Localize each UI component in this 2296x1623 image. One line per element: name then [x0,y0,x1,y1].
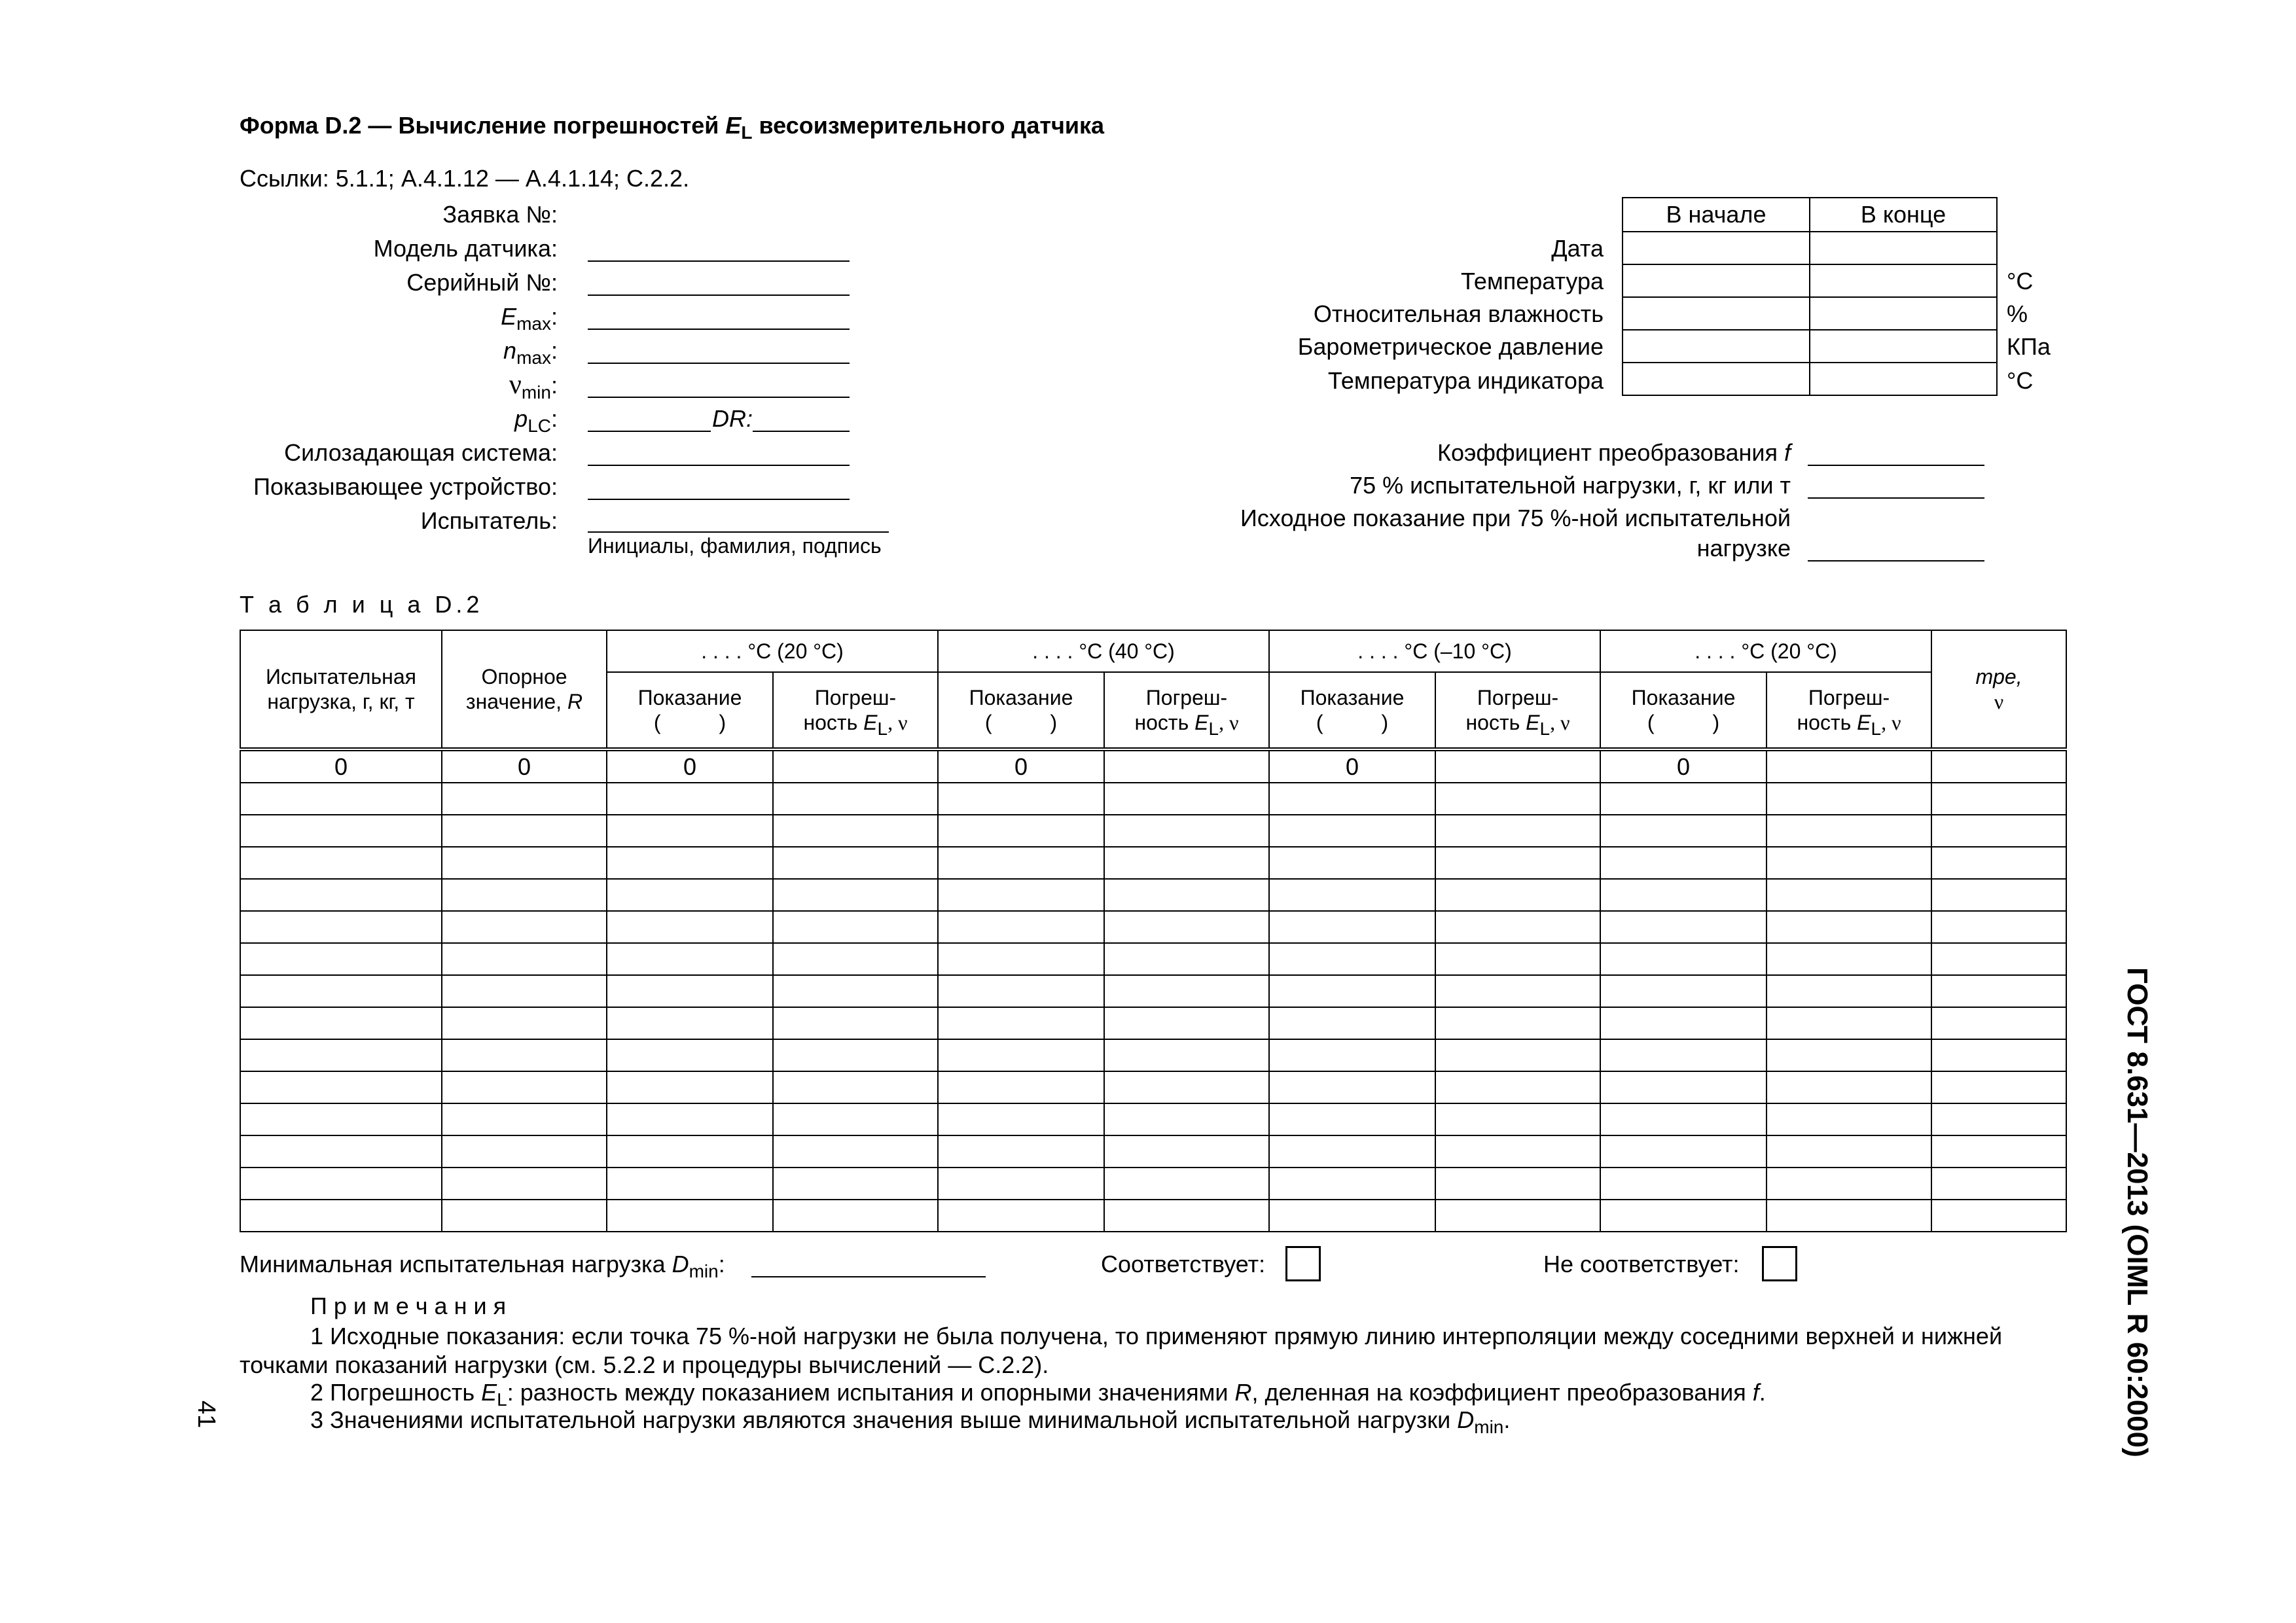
serial-field[interactable] [588,294,850,296]
table-cell[interactable] [442,1200,607,1232]
emax-field[interactable] [588,329,850,330]
header-mpe: mpe, ν [1931,630,2066,749]
table-cell[interactable] [1435,879,1600,911]
table-cell[interactable] [1435,749,1600,783]
table-cell[interactable]: 0 [442,749,607,783]
table-cell[interactable] [1931,815,2066,847]
table-cell[interactable]: 0 [1269,749,1435,783]
table-cell[interactable] [1104,749,1269,783]
table-cell[interactable] [1435,943,1600,975]
table-cell[interactable] [1269,975,1435,1007]
table-cell[interactable] [938,1039,1104,1071]
initial-reading-label-2: нагрузке [1696,535,1791,562]
dmin-label: Минимальная испытательная нагрузка $D_{min}$: [240,1251,725,1281]
sensor-model-label: Модель датчика: [373,235,558,262]
table-cell[interactable] [442,1007,607,1039]
table-row [240,815,2066,847]
plc-label: $p_{LC}$: [514,405,558,436]
cond-row-label: Барометрическое давление [1297,333,1604,360]
table-cell[interactable] [1600,975,1767,1007]
table-cell[interactable] [442,943,607,975]
col-end-header: В конце [1810,198,1997,232]
table-cell[interactable] [773,749,938,783]
note-1-line-2: точками показаний нагрузки (см. 5.2.2 и процедуры вычислений — С.2.2). [240,1351,1049,1378]
table-cell[interactable] [442,783,607,815]
table-cell[interactable] [1600,1007,1767,1039]
table-cell[interactable] [1931,847,2066,879]
table-cell[interactable] [1269,943,1435,975]
table-cell[interactable] [607,911,773,943]
table-cell[interactable] [1600,1168,1767,1200]
nmax-field[interactable] [588,363,850,364]
temp-end-cell[interactable] [1810,264,1997,297]
side-title: ГОСТ 8.631—2013 (OIML R 60:2000) [2121,967,2153,1457]
table-cell[interactable] [938,1007,1104,1039]
indicator-temp-end-cell[interactable] [1810,363,1997,395]
table-cell[interactable] [938,1071,1104,1103]
table-cell[interactable] [1931,1071,2066,1103]
table-cell[interactable] [1435,847,1600,879]
tester-caption: Инициалы, фамилия, подпись [588,534,882,558]
table-cell[interactable] [1931,975,2066,1007]
cond-row-unit: % [2007,300,2028,327]
date-start-cell[interactable] [1623,232,1810,264]
table-cell[interactable] [1931,1007,2066,1039]
cond-row-unit: КПа [2007,333,2051,360]
initial-reading-field[interactable] [1808,560,1984,562]
coefficient-field[interactable] [1808,465,1984,466]
table-cell[interactable] [938,879,1104,911]
table-cell[interactable] [1767,1168,1931,1200]
nmax-label: $n_{max}$: [503,337,558,368]
table-cell[interactable] [1600,1200,1767,1232]
table-cell[interactable] [1767,749,1931,783]
load75-label: 75 % испытательной нагрузки, г, кг или т [1350,472,1791,499]
table-cell[interactable] [773,879,938,911]
table-cell[interactable] [773,1135,938,1168]
table-cell[interactable] [1600,911,1767,943]
sensor-model-field[interactable] [588,260,850,262]
table-cell[interactable] [1931,749,2066,783]
fail-label: Не соответствует: [1543,1251,1740,1277]
table-cell[interactable] [442,1135,607,1168]
table-cell[interactable]: 0 [240,749,442,783]
application-label: Заявка №: [442,201,558,228]
table-cell[interactable] [1269,911,1435,943]
table-cell[interactable] [773,847,938,879]
table-cell[interactable] [1269,783,1435,815]
table-cell[interactable] [240,1135,442,1168]
table-cell[interactable] [607,975,773,1007]
table-cell[interactable] [240,1039,442,1071]
table-cell[interactable] [1931,1135,2066,1168]
header-temp-2: . . . . °C (40 °C) [938,630,1269,672]
table-cell[interactable] [773,1039,938,1071]
table-cell[interactable] [442,847,607,879]
col-start-header: В начале [1623,198,1810,232]
table-cell[interactable] [1600,943,1767,975]
table-cell[interactable] [240,1200,442,1232]
table-row [240,1103,2066,1135]
table-cell[interactable] [938,1103,1104,1135]
header-error: Погреш- ность $E_L$, ν [1435,672,1600,749]
table-cell[interactable] [442,975,607,1007]
header-temp-4: . . . . °C (20 °C) [1600,630,1931,672]
table-cell[interactable] [442,1039,607,1071]
header-reading: Показание ( ) [938,672,1104,749]
table-cell[interactable] [1104,975,1269,1007]
table-row [240,911,2066,943]
pass-checkbox[interactable] [1285,1246,1321,1281]
humidity-start-cell[interactable] [1623,297,1810,330]
table-cell[interactable] [442,879,607,911]
table-cell[interactable] [773,1103,938,1135]
table-cell[interactable] [773,1007,938,1039]
table-cell[interactable] [240,879,442,911]
tester-label: Испытатель: [420,507,558,534]
table-cell[interactable] [607,1039,773,1071]
table-cell[interactable] [938,847,1104,879]
table-cell[interactable] [240,943,442,975]
table-cell[interactable] [1104,943,1269,975]
references: Ссылки: 5.1.1; А.4.1.12 — А.4.1.14; С.2.2. [240,165,690,192]
pass-label: Соответствует: [1101,1251,1266,1277]
table-cell[interactable] [1104,1039,1269,1071]
table-cell[interactable] [1435,1168,1600,1200]
table-cell[interactable] [1767,783,1931,815]
serial-label: Серийный №: [406,269,558,296]
header-temp-1: . . . . °C (20 °C) [607,630,938,672]
table-cell[interactable] [1104,879,1269,911]
table-cell[interactable] [773,911,938,943]
table-cell[interactable] [1767,815,1931,847]
table-cell[interactable] [1931,1168,2066,1200]
error-table [240,630,2067,1232]
load75-field[interactable] [1808,497,1984,499]
table-cell[interactable] [442,1103,607,1135]
table-cell[interactable]: 0 [607,749,773,783]
note-3: 3 Значениями испытательной нагрузки являются значения выше минимальной испытательной нагрузки $D_{min}$. [310,1406,1511,1437]
dr-field[interactable] [753,431,850,432]
table-cell[interactable] [938,1168,1104,1200]
table-cell[interactable] [1931,1103,2066,1135]
dmin-field[interactable] [751,1276,986,1277]
table-cell[interactable] [607,1071,773,1103]
header-reading: Показание ( ) [1600,672,1767,749]
table-cell[interactable] [607,847,773,879]
table-cell[interactable] [938,1135,1104,1168]
table-cell[interactable] [773,1200,938,1232]
fail-checkbox[interactable] [1762,1246,1797,1281]
table-cell[interactable] [938,975,1104,1007]
table-row [240,1039,2066,1071]
table-cell[interactable] [1435,815,1600,847]
table-cell[interactable] [1931,879,2066,911]
cond-row-label: Температура индикатора [1327,367,1604,394]
table-row [240,879,2066,911]
table-row [240,1200,2066,1232]
table-cell[interactable] [1104,1103,1269,1135]
table-cell[interactable] [1767,975,1931,1007]
table-cell[interactable] [773,943,938,975]
table-cell[interactable] [1104,847,1269,879]
conditions-table [1622,197,1998,396]
table-cell[interactable] [938,1200,1104,1232]
table-cell[interactable] [607,815,773,847]
table-cell[interactable] [938,783,1104,815]
force-system-label: Силозадающая система: [284,439,558,466]
table-cell[interactable] [1767,1103,1931,1135]
header-reading: Показание ( ) [607,672,773,749]
table-cell[interactable]: 0 [1600,749,1767,783]
table-row [240,847,2066,879]
cond-row-label: Дата [1551,235,1604,262]
header-test-load: Испытательная нагрузка, г, кг, т [240,630,442,749]
header-temp-3: . . . . °C (–10 °C) [1269,630,1600,672]
table-cell[interactable] [1435,783,1600,815]
table-cell[interactable] [607,1103,773,1135]
humidity-end-cell[interactable] [1810,297,1997,330]
table-cell[interactable] [1600,847,1767,879]
table-cell[interactable] [1269,1007,1435,1039]
table-cell[interactable] [1931,783,2066,815]
indicator-field[interactable] [588,499,850,500]
table-cell[interactable] [1767,1007,1931,1039]
coefficient-label: Коэффициент преобразования f [1437,439,1791,466]
header-reading: Показание ( ) [1269,672,1435,749]
table-cell[interactable] [1435,1039,1600,1071]
table-cell[interactable] [773,1071,938,1103]
table-cell[interactable] [1600,1039,1767,1071]
table-cell[interactable] [240,1007,442,1039]
table-cell[interactable] [1435,1135,1600,1168]
table-cell[interactable] [607,1168,773,1200]
page-number: 41 [192,1400,220,1429]
table-cell[interactable] [1767,943,1931,975]
notes-heading: П р и м е ч а н и я [310,1293,507,1319]
header-error: Погреш- ность $E_L$, ν [773,672,938,749]
cond-row-unit: °C [2007,367,2034,394]
table-cell[interactable] [1104,1007,1269,1039]
date-end-cell[interactable] [1810,232,1997,264]
table-cell[interactable] [773,783,938,815]
temp-start-cell[interactable] [1623,264,1810,297]
table-cell[interactable] [938,911,1104,943]
table-cell[interactable] [240,1071,442,1103]
table-cell[interactable] [1435,1071,1600,1103]
plc-field[interactable] [588,431,711,432]
table-cell[interactable] [1104,1200,1269,1232]
table-cell[interactable] [1104,783,1269,815]
vmin-label: $\nu_{min}$: [509,370,558,402]
table-cell[interactable] [1767,911,1931,943]
table-cell[interactable] [1931,911,2066,943]
table-cell[interactable] [773,815,938,847]
table-cell[interactable] [773,975,938,1007]
table-cell[interactable] [442,1168,607,1200]
pressure-end-cell[interactable] [1810,330,1997,363]
cond-row-label: Температура [1460,268,1604,294]
table-cell[interactable] [1269,879,1435,911]
header-error: Погреш- ность $E_L$, ν [1767,672,1931,749]
pressure-start-cell[interactable] [1623,330,1810,363]
table-cell[interactable] [1600,815,1767,847]
indicator-temp-start-cell[interactable] [1623,363,1810,395]
table-cell[interactable] [1931,1200,2066,1232]
table-cell[interactable] [1269,847,1435,879]
table-cell[interactable] [1600,879,1767,911]
table-cell[interactable] [1767,1200,1931,1232]
table-cell[interactable] [1269,1135,1435,1168]
table-cell[interactable] [1269,1200,1435,1232]
note-2: 2 Погрешность $E_L$: разность между показанием испытания и опорными значениями R, деленная на коэффициент преобразования f. [310,1379,1766,1410]
table-cell[interactable] [1931,943,2066,975]
table-cell[interactable] [1269,1103,1435,1135]
table-cell[interactable] [1435,911,1600,943]
table-cell[interactable] [240,975,442,1007]
table-cell[interactable] [1767,1039,1931,1071]
table-cell[interactable] [1435,975,1600,1007]
table-row [240,783,2066,815]
dr-label: DR: [712,405,753,432]
table-cell[interactable] [442,1071,607,1103]
table-cell[interactable] [1435,1007,1600,1039]
table-cell[interactable] [607,943,773,975]
table-cell[interactable] [1931,1039,2066,1071]
table-cell[interactable] [1435,1103,1600,1135]
table-cell[interactable] [240,815,442,847]
table-cell[interactable] [442,815,607,847]
table-row [240,1168,2066,1200]
indicator-label: Показывающее устройство: [253,473,558,500]
table-cell[interactable] [1104,1135,1269,1168]
table-caption: Т а б л и ц а D.2 [240,591,484,618]
table-cell[interactable] [1104,1168,1269,1200]
table-cell[interactable] [240,847,442,879]
table-cell[interactable] [1104,815,1269,847]
table-cell[interactable] [1269,1039,1435,1071]
table-cell[interactable] [773,1168,938,1200]
vmin-field[interactable] [588,397,850,398]
cond-row-label: Относительная влажность [1313,300,1604,327]
table-cell[interactable]: 0 [938,749,1104,783]
note-1-line-1: 1 Исходные показания: если точка 75 %-ной нагрузки не была получена, то применяют прямую линию интерполяции между соседними верхней и нижней [310,1323,2003,1349]
table-cell[interactable] [1767,1135,1931,1168]
table-cell[interactable] [240,1103,442,1135]
table-cell[interactable] [607,879,773,911]
table-cell[interactable] [607,1007,773,1039]
table-cell[interactable] [1600,783,1767,815]
table-cell[interactable] [1435,1200,1600,1232]
table-cell[interactable] [1600,1135,1767,1168]
table-row [240,943,2066,975]
table-cell[interactable] [1269,1168,1435,1200]
header-error: Погреш- ность $E_L$, ν [1104,672,1269,749]
table-row [240,975,2066,1007]
emax-label: $E_{max}$: [501,303,558,334]
table-row [240,1007,2066,1039]
table-cell[interactable] [240,1168,442,1200]
table-cell[interactable] [607,1200,773,1232]
table-cell[interactable] [1600,1103,1767,1135]
table-cell[interactable] [1767,1071,1931,1103]
cond-row-unit: °C [2007,268,2034,294]
table-cell[interactable] [1600,1071,1767,1103]
table-row [240,1071,2066,1103]
table-cell[interactable] [607,783,773,815]
table-cell[interactable] [1104,911,1269,943]
table-cell[interactable] [938,943,1104,975]
table-cell[interactable] [1767,879,1931,911]
table-cell[interactable] [1269,1071,1435,1103]
table-cell[interactable] [607,1135,773,1168]
initial-reading-label-1: Исходное показание при 75 %-ной испытательной [1240,505,1791,531]
force-system-field[interactable] [588,465,850,466]
form-title: Форма D.2 — Вычисление погрешностей $E_L$ весоизмерительного датчика [240,112,1105,143]
table-cell[interactable] [1269,815,1435,847]
table-cell[interactable] [1104,1071,1269,1103]
table-cell[interactable] [442,911,607,943]
table-cell[interactable] [1767,847,1931,879]
table-cell[interactable] [240,783,442,815]
table-row [240,1135,2066,1168]
header-reference: Опорное значение, R [442,630,607,749]
table-cell[interactable] [938,815,1104,847]
table-cell[interactable] [240,911,442,943]
